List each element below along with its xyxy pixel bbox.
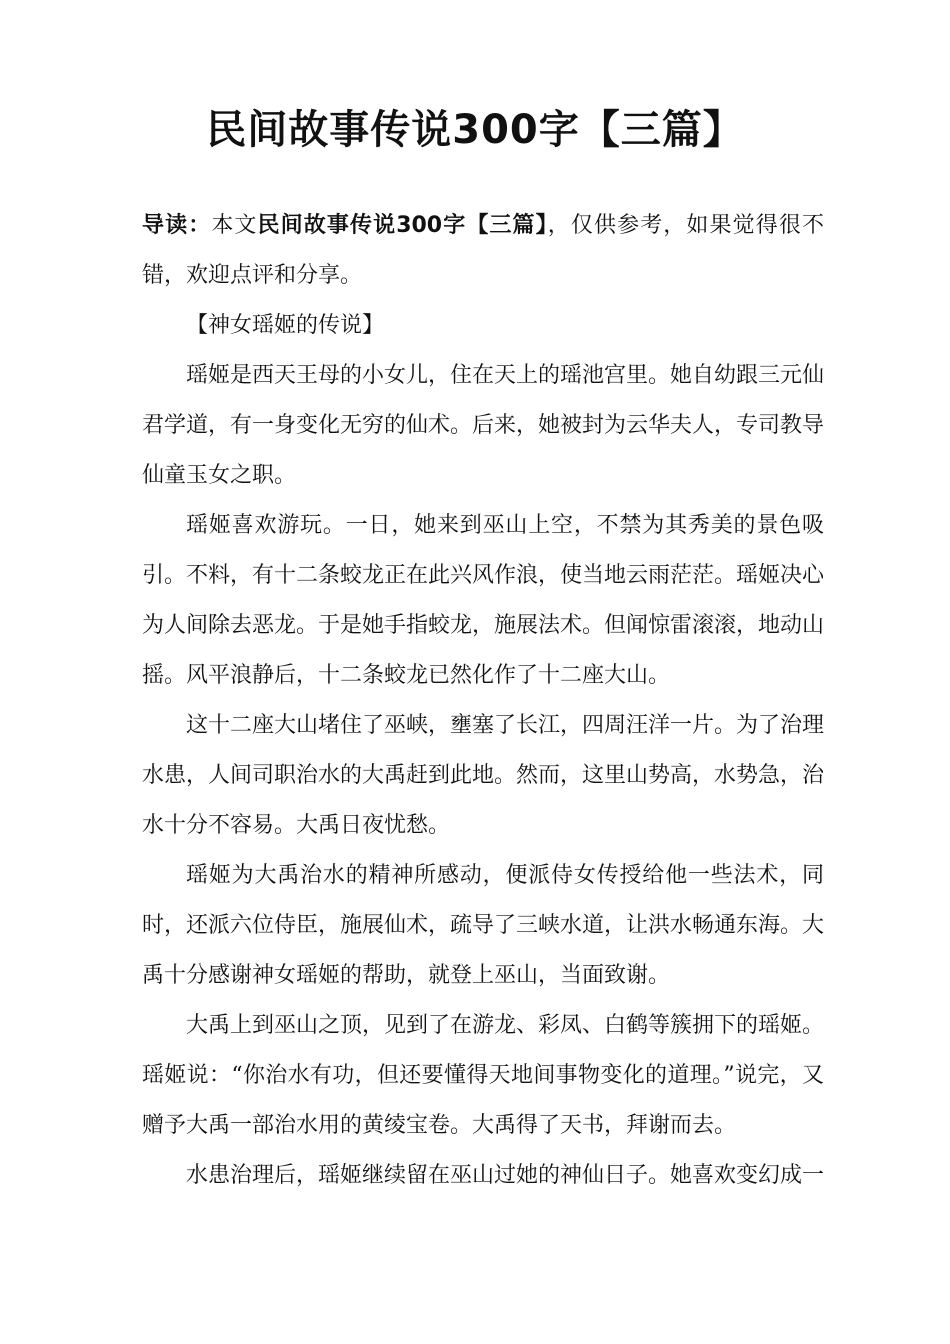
intro-prefix: 本文 [211,213,258,238]
document-body [142,201,824,1201]
story-paragraph-5: 大禹上到巫山之顶，见到了在游龙、彩凤、白鹤等簇拥下的瑶姬。瑶姬说：“你治水有功，但还要懂得天地间事物变化的道理。”说完，又赠予大禹一部治水用的黄绫宝卷。大禹得了天书，拜谢而去。 [142,1013,825,1138]
intro-label: 导读： [142,213,212,238]
story-paragraph-6: 水患治理后，瑶姬继续留在巫山过她的神仙日子。她喜欢变幻成一 [186,1163,825,1188]
story-paragraph-1: 瑶姬是西天王母的小女儿，住在天上的瑶池宫里。她自幼跟三元仙君学道，有一身变化无穷的仙术。后来，她被封为云华夫人，专司教导仙童玉女之职。 [142,363,825,488]
story-paragraph-2: 瑶姬喜欢游玩。一日，她来到巫山上空，不禁为其秀美的景色吸引。不料，有十二条蛟龙正在此兴风作浪，使当地云雨茫茫。瑶姬决心为人间除去恶龙。于是她手指蛟龙，施展法术。但闻惊雷滚滚，地动山摇。风平浪静后，十二条蛟龙已然化作了十二座大山。 [142,513,825,688]
intro-suffix: ，仅供参考，如果觉得很不错，欢迎点评和分享。 [142,213,824,288]
intro-paragraph [142,201,824,301]
document-title: 民间故事传说300字【三篇】 [206,107,744,153]
story-paragraph-3: 这十二座大山堵住了巫峡，壅塞了长江，四周汪洋一片。为了治理水患，人间司职治水的大禹赶到此地。然而，这里山势高，水势急，治水十分不容易。大禹日夜忧愁。 [142,713,825,838]
section-heading: 【神女瑶姬的传说】 [186,313,385,338]
story-paragraph-4: 瑶姬为大禹治水的精神所感动，便派侍女传授给他一些法术，同时，还派六位侍臣，施展仙术，疏导了三峡水道，让洪水畅通东海。大禹十分感谢神女瑶姬的帮助，就登上巫山，当面致谢。 [142,863,825,988]
intro-article-title: 民间故事传说300字【三篇】 [257,213,548,238]
